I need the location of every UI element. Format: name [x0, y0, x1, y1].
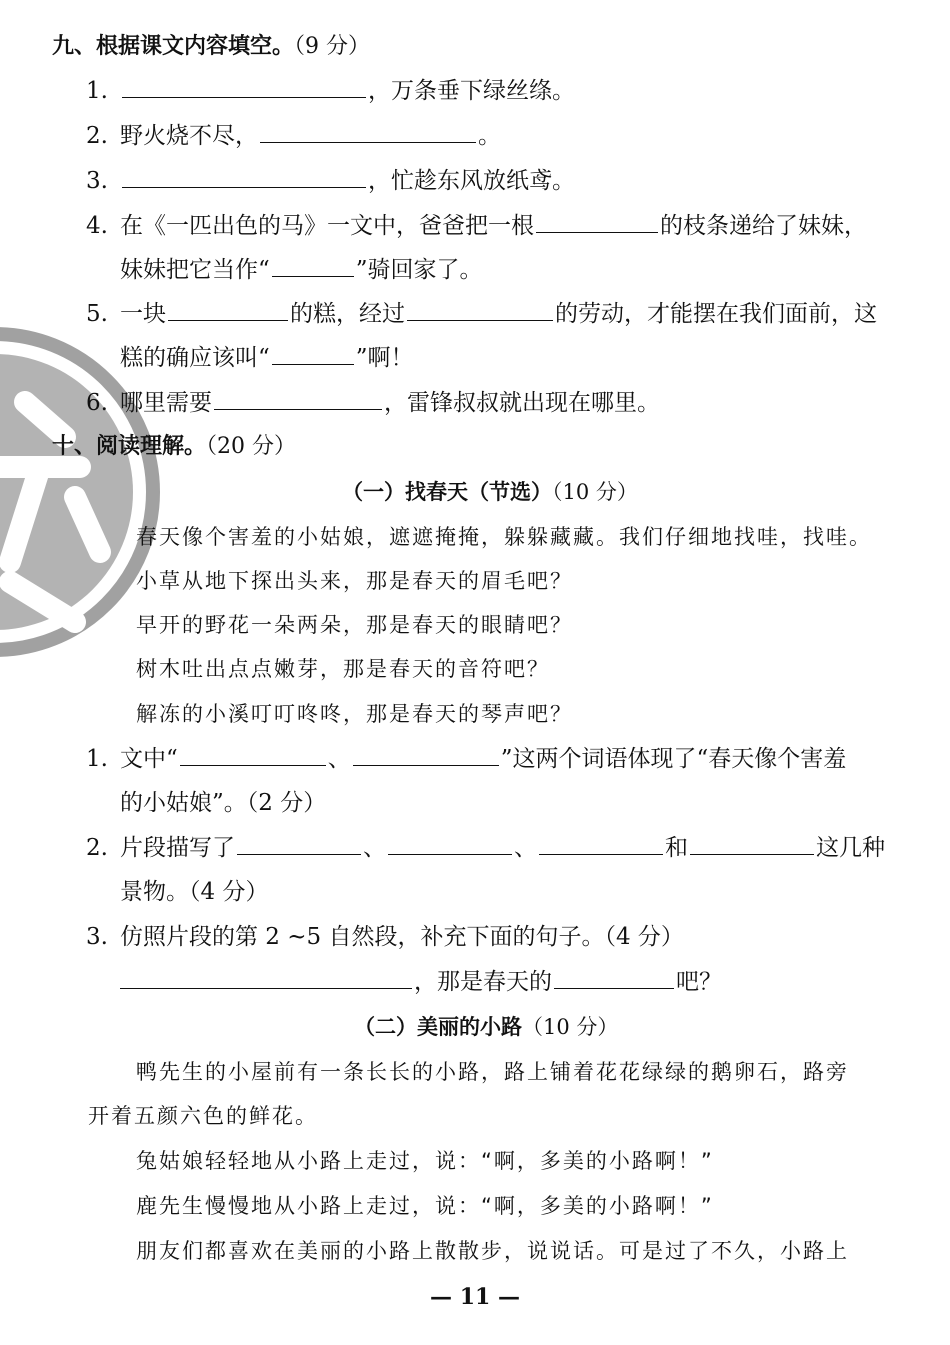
passage1-question-3: 3. 仿照片段的第 2 ~5 自然段，补充下面的句子。（4 分）	[86, 924, 684, 950]
section10-title: 十、阅读理解。（20 分）	[52, 434, 297, 459]
passage2-heading: （二）美丽的小路（10 分）	[354, 1015, 619, 1039]
answer-blank[interactable]	[122, 75, 366, 98]
answer-blank[interactable]	[554, 966, 674, 989]
section9-title: 九、根据课文内容填空。（9 分）	[52, 34, 371, 59]
passage2-paragraph: 鸭先生的小屋前有一条长长的小路，路上铺着花花绿绿的鹅卵石，路旁	[136, 1060, 849, 1084]
passage1-question-1-line2: 的小姑娘”。（2 分）	[120, 790, 327, 816]
passage1-paragraph: 解冻的小溪叮叮咚咚，那是春天的琴声吧？	[136, 702, 573, 726]
passage1-paragraph: 树木吐出点点嫩芽，那是春天的音符吧？	[136, 657, 550, 681]
answer-blank[interactable]	[407, 298, 553, 321]
answer-blank[interactable]	[214, 387, 382, 410]
passage1-paragraph: 春天像个害羞的小姑娘，遮遮掩掩，躲躲藏藏。我们仔细地找哇，找哇。	[136, 525, 872, 549]
answer-blank[interactable]	[260, 120, 476, 143]
passage1-heading: （一）找春天（节选）（10 分）	[342, 480, 638, 504]
passage1-paragraph: 早开的野花一朵两朵，那是春天的眼睛吧？	[136, 613, 573, 637]
answer-blank[interactable]	[168, 298, 288, 321]
section9-item-4-line2: 妹妹把它当作“ ”骑回家了。	[120, 254, 483, 286]
answer-blank[interactable]	[353, 743, 499, 766]
passage1-paragraph: 小草从地下探出头来，那是春天的眉毛吧？	[136, 569, 573, 593]
passage1-question-2-line2: 景物。（4 分）	[120, 879, 269, 905]
section9-item-6: 6. 哪里需要 ，雷锋叔叔就出现在哪里。	[86, 387, 660, 419]
answer-blank[interactable]	[539, 832, 663, 855]
answer-blank[interactable]	[120, 966, 412, 989]
answer-blank[interactable]	[388, 832, 512, 855]
answer-blank[interactable]	[122, 165, 366, 188]
passage1-question-3-line2: ，那是春天的 吧？	[118, 966, 722, 998]
section9-item-4: 4. 在《一匹出色的马》一文中，爸爸把一根 的枝条递给了妹妹，	[86, 210, 867, 242]
section9-item-2: 2. 野火烧不尽， 。	[86, 120, 501, 152]
passage2-paragraph: 开着五颜六色的鲜花。	[88, 1104, 318, 1128]
passage2-paragraph: 兔姑娘轻轻地从小路上走过，说：“啊，多美的小路啊！”	[136, 1149, 714, 1173]
passage1-question-1: 1. 文中“ 、 ”这两个词语体现了“春天像个害羞	[86, 743, 846, 775]
section9-item-1: 1. ，万条垂下绿丝绦。	[86, 75, 575, 107]
section9-item-5-line2: 糕的确应该叫“ ”啊！	[120, 342, 414, 374]
answer-blank[interactable]	[272, 342, 354, 365]
answer-blank[interactable]	[690, 832, 814, 855]
answer-blank[interactable]	[180, 743, 326, 766]
section9-item-5: 5. 一块 的糕，经过 的劳动，才能摆在我们面前，这	[86, 298, 877, 330]
passage2-paragraph: 鹿先生慢慢地从小路上走过，说：“啊，多美的小路啊！”	[136, 1194, 714, 1218]
section9-item-3: 3. ，忙趁东风放纸鸢。	[86, 165, 575, 197]
answer-blank[interactable]	[536, 210, 658, 233]
answer-blank[interactable]	[237, 832, 361, 855]
page-number: — 11 —	[430, 1284, 520, 1310]
passage1-question-2: 2. 片段描写了 、 、 和 这几种	[86, 832, 885, 864]
passage2-paragraph: 朋友们都喜欢在美丽的小路上散散步，说说话。可是过了不久，小路上	[136, 1239, 849, 1263]
answer-blank[interactable]	[272, 254, 354, 277]
